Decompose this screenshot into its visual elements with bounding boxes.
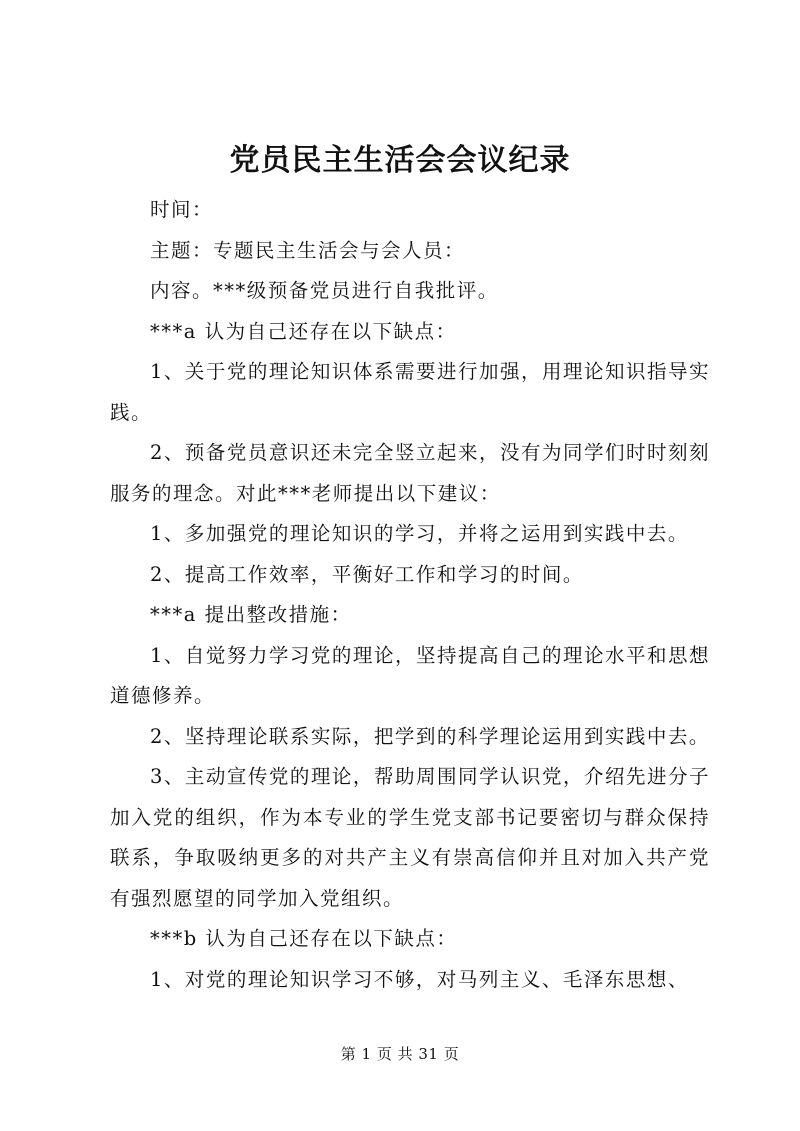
page-footer: 第 1 页 共 31 页	[340, 1045, 460, 1063]
paragraph-measure-2: 2、坚持理论联系实际，把学到的科学理论运用到实践中去。	[150, 724, 710, 748]
paragraph-suggestion-1: 1、多加强党的理论知识的学习，并将之运用到实践中去。	[150, 522, 689, 545]
paragraph-a-shortcoming-1: 1、关于党的理论知识体系需要进行加强，用理论知识指导实践。	[110, 360, 710, 424]
document-title: 党员民主生活会会议纪录	[229, 143, 571, 178]
paragraph-b-shortcomings-heading: ***b 认为自己还存在以下缺点：	[150, 927, 458, 950]
paragraph-measure-1: 1、自觉努力学习党的理论，坚持提高自己的理论水平和思想道德修养。	[110, 643, 710, 707]
paragraph-time: 时间：	[150, 198, 214, 221]
document-body	[110, 190, 710, 1000]
paragraph-a-shortcoming-2: 2、预备党员意识还未完全竖立起来，没有为同学们时时刻刻服务的理念。对此***老师提出以下建议：	[110, 441, 710, 505]
paragraph-suggestion-2: 2、提高工作效率，平衡好工作和学习的时间。	[150, 562, 584, 586]
paragraph-a-measures-heading: ***a 提出整改措施：	[150, 603, 352, 626]
paragraph-a-shortcomings-heading: ***a 认为自己还存在以下缺点：	[150, 319, 457, 343]
paragraph-b-shortcoming-1: 1、对党的理论知识学习不够，对马列主义、毛泽东思想、	[150, 967, 689, 991]
paragraph-measure-3: 3、主动宣传党的理论，帮助周围同学认识党，介绍先进分子加入党的组织，作为本专业的学生党支部书记要密切与群众保持联系，争取吸纳更多的对共产主义有崇高信仰并且对加入共产党有强烈愿望的同学加入党组织。	[110, 765, 710, 910]
paragraph-content: 内容。***级预备党员进行自我批评。	[150, 279, 499, 302]
paragraph-topic: 主题：专题民主生活会与会人员：	[150, 238, 466, 262]
